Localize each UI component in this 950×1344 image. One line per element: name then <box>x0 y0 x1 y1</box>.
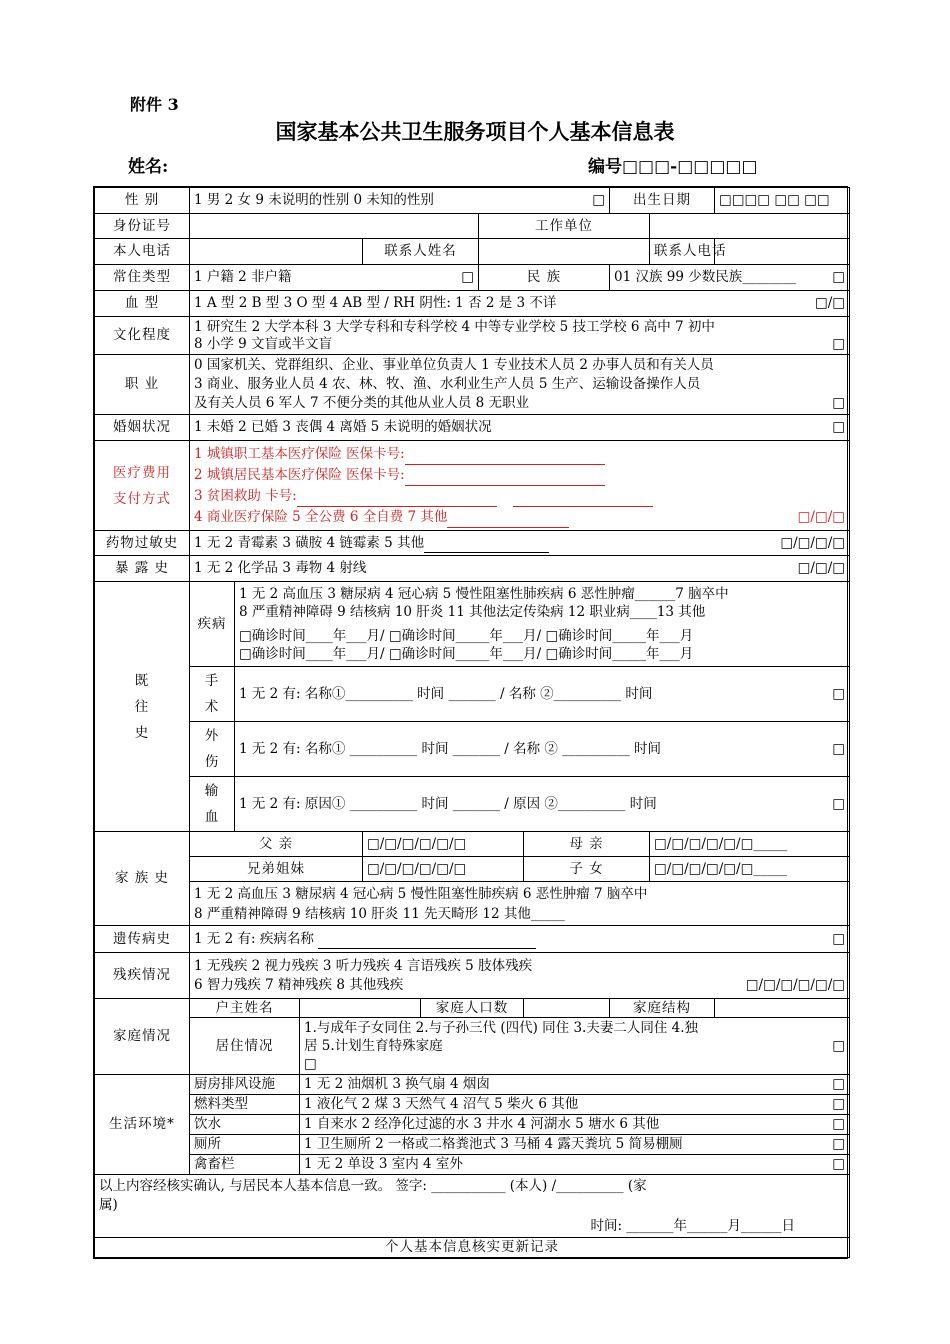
transfusion-options[interactable]: 1 无 2 有: 原因① __________ 时间 _______ / 原因 ②__________ 时间 □ <box>235 777 850 832</box>
allergy-options[interactable]: 1 无 2 青霉素 3 磺胺 4 链霉素 5 其他 □/□/□/□ <box>190 531 850 556</box>
residence-label: 常住类型 <box>95 265 190 291</box>
form-title: 国家基本公共卫生服务项目个人基本信息表 <box>275 119 675 144</box>
exposure-options[interactable]: 1 无 2 化学品 3 毒物 4 射线 □/□/□ <box>190 556 850 582</box>
row-family-siblings <box>95 857 850 882</box>
row-family-options <box>95 882 850 926</box>
blood-options[interactable]: 1 A 型 2 B 型 3 O 型 4 AB 型 / RH 阴性: 1 否 2 是 3 不详 □/□ <box>190 291 850 317</box>
blood-label: 血 型 <box>95 291 190 317</box>
id-label: 身份证号 <box>95 214 190 239</box>
contact-phone-field[interactable] <box>715 239 850 265</box>
education-label: 文化程度 <box>95 317 190 355</box>
row-history-surgery <box>95 667 850 722</box>
environment-label: 生活环境* <box>95 1075 190 1175</box>
household-count-field[interactable] <box>524 999 610 1018</box>
exposure-label: 暴 露 史 <box>95 556 190 582</box>
row-env-1 <box>95 1095 850 1115</box>
row-env-0 <box>95 1075 850 1095</box>
father-label: 父 亲 <box>190 832 363 857</box>
education-options[interactable]: 1 研究生 2 大学本科 3 大学专科和专科学校 4 中等专业学校 5 技工学校 6 高中 7 初中 8 小学 9 文盲或半文盲 □ <box>190 317 850 355</box>
row-disability <box>95 953 850 999</box>
row-id <box>95 214 850 239</box>
genetic-label: 遗传病史 <box>95 926 190 953</box>
family-label: 家 族 史 <box>95 832 190 926</box>
row-history-injury <box>95 722 850 777</box>
env-item-name: 禽畜栏 <box>190 1155 300 1175</box>
job-label: 职 业 <box>95 355 190 415</box>
disability-label: 残疾情况 <box>95 953 190 999</box>
row-job <box>95 355 850 415</box>
family-options[interactable]: 1 无 2 高血压 3 糖尿病 4 冠心病 5 慢性阻塞性肺疾病 6 恶性肿瘤 7 脑卒中 8 严重精神障碍 9 结核病 10 肝炎 11 先天畸形 12 其他_____ <box>190 882 850 926</box>
row-record <box>95 1238 850 1258</box>
env-item-name: 厕所 <box>190 1135 300 1155</box>
env-item-name: 燃料类型 <box>190 1095 300 1115</box>
dob-boxes[interactable]: □□□□ □□ □□ <box>715 188 850 214</box>
phone-field[interactable] <box>190 239 363 265</box>
gender-options[interactable]: 1 男 2 女 9 未说明的性别 0 未知的性别 □ <box>190 188 610 214</box>
surgery-label: 手 术 <box>190 667 235 722</box>
living-label: 居住情况 <box>190 1018 300 1075</box>
father-boxes[interactable]: □/□/□/□/□/□ <box>363 832 524 857</box>
payment-options[interactable]: 1 城镇职工基本医疗保险 医保卡号: 2 城镇居民基本医疗保险 医保卡号: 3 贫困救助 卡号: 4 商业医疗保险 5 全公费 6 全自费 7 其他 □/□/□ <box>190 441 850 531</box>
ethnic-options[interactable]: 01 汉族 99 少数民族________ □ <box>610 265 850 291</box>
row-env-2 <box>95 1115 850 1135</box>
env-item-name: 饮水 <box>190 1115 300 1135</box>
attachment-label: 附件 3 <box>130 95 179 114</box>
child-label: 子 女 <box>524 857 650 882</box>
mother-label: 母 亲 <box>524 832 650 857</box>
work-field[interactable] <box>650 214 850 239</box>
row-gender <box>95 188 850 214</box>
contact-name-label: 联系人姓名 <box>363 239 479 265</box>
info-table <box>94 187 850 1258</box>
household-structure-field[interactable] <box>715 999 850 1018</box>
household-structure-label: 家庭结构 <box>610 999 715 1018</box>
gender-label: 性 别 <box>95 188 190 214</box>
row-allergy <box>95 531 850 556</box>
injury-options[interactable]: 1 无 2 有: 名称① __________ 时间 _______ / 名称 ② __________ 时间 □ <box>235 722 850 777</box>
env-item-options[interactable]: 1 自来水 2 经净化过滤的水 3 井水 4 河湖水 5 塘水 6 其他 □ <box>300 1115 850 1135</box>
living-options[interactable]: 1.与成年子女同住 2.与子孙三代 (四代) 同住 3.夫妻二人同住 4.独 居 5.计划生育特殊家庭 □ □ <box>300 1018 850 1075</box>
disease-options[interactable]: 1 无 2 高血压 3 糖尿病 4 冠心病 5 慢性阻塞性肺疾病 6 恶性肿瘤______7 脑卒中 8 严重精神障碍 9 结核病 10 肝炎 11 其他法定传染病 12 职业病____13 其他 □确诊时间____年___月/ □确诊时间_____年___月/ □确诊时间_____年___月 □确诊时间____年___月/ □确诊时间_____年___月/ □确诊时间_____年___月 <box>235 582 850 667</box>
work-label: 工作单位 <box>479 214 650 239</box>
row-genetic <box>95 926 850 953</box>
sibling-boxes[interactable]: □/□/□/□/□/□ <box>363 857 524 882</box>
row-env-4 <box>95 1155 850 1175</box>
mother-boxes[interactable]: □/□/□/□/□/□_____ <box>650 832 850 857</box>
contact-name-field[interactable] <box>479 239 650 265</box>
household-head-field[interactable] <box>300 999 421 1018</box>
row-education <box>95 317 850 355</box>
ethnic-label: 民 族 <box>479 265 610 291</box>
row-household-living <box>95 1018 850 1075</box>
household-count-label: 家庭人口数 <box>421 999 524 1018</box>
record-label: 个人基本信息核实更新记录 <box>95 1238 850 1258</box>
row-phone <box>95 239 850 265</box>
row-residence <box>95 265 850 291</box>
row-family-parents <box>95 832 850 857</box>
phone-label: 本人电话 <box>95 239 190 265</box>
payment-label: 医疗费用 支付方式 <box>95 441 190 531</box>
child-boxes[interactable]: □/□/□/□/□/□_____ <box>650 857 850 882</box>
row-history-transfusion <box>95 777 850 832</box>
confirm-text[interactable]: 以上内容经核实确认, 与居民本人基本信息一致。 签字: ___________ (本人) /__________ (家 属) 时间: _______年______月______日 <box>95 1175 850 1238</box>
id-field[interactable] <box>190 214 479 239</box>
row-history-disease <box>95 582 850 667</box>
household-head-label: 户主姓名 <box>190 999 300 1018</box>
code-label: 编号□□□-□□□□□ <box>588 157 758 177</box>
row-confirm <box>95 1175 850 1238</box>
job-options[interactable]: 0 国家机关、党群组织、企业、事业单位负责人 1 专业技术人员 2 办事人员和有关人员 3 商业、服务业人员 4 农、林、牧、渔、水利业生产人员 5 生产、运输设备操作人员 及有关人员 6 军人 7 不便分类的其他从业人员 8 无职业 □ <box>190 355 850 415</box>
marriage-options[interactable]: 1 未婚 2 已婚 3 丧偶 4 离婚 5 未说明的婚姻状况 □ <box>190 415 850 441</box>
row-env-3 <box>95 1135 850 1155</box>
env-item-options[interactable]: 1 无 2 单设 3 室内 4 室外 □ <box>300 1155 850 1175</box>
row-payment <box>95 441 850 531</box>
injury-label: 外 伤 <box>190 722 235 777</box>
env-item-options[interactable]: 1 无 2 油烟机 3 换气扇 4 烟囱 □ <box>300 1075 850 1095</box>
dob-label: 出生日期 <box>610 188 715 214</box>
allergy-label: 药物过敏史 <box>95 531 190 556</box>
transfusion-label: 输 血 <box>190 777 235 832</box>
row-household-head <box>95 999 850 1018</box>
env-item-options[interactable]: 1 液化气 2 煤 3 天然气 4 沼气 5 柴火 6 其他 □ <box>300 1095 850 1115</box>
env-item-options[interactable]: 1 卫生厕所 2 一格或二格粪池式 3 马桶 4 露天粪坑 5 简易棚厕 □ <box>300 1135 850 1155</box>
marriage-label: 婚姻状况 <box>95 415 190 441</box>
household-label: 家庭情况 <box>95 999 190 1075</box>
sibling-label: 兄弟姐妹 <box>190 857 363 882</box>
row-blood <box>95 291 850 317</box>
genetic-options[interactable]: 1 无 2 有: 疾病名称 □ <box>190 926 850 953</box>
info-form <box>93 186 848 1259</box>
row-marriage <box>95 415 850 441</box>
disease-label: 疾病 <box>190 582 235 667</box>
name-label: 姓名: <box>128 157 169 177</box>
history-label: 既 往 史 <box>95 582 190 832</box>
row-exposure <box>95 556 850 582</box>
residence-options[interactable]: 1 户籍 2 非户籍 □ <box>190 265 479 291</box>
disability-options[interactable]: 1 无残疾 2 视力残疾 3 听力残疾 4 言语残疾 5 肢体残疾 6 智力残疾 7 精神残疾 8 其他残疾 □/□/□/□/□/□ <box>190 953 850 999</box>
surgery-options[interactable]: 1 无 2 有: 名称①__________ 时间 _______ / 名称 ②__________ 时间 □ <box>235 667 850 722</box>
env-item-name: 厨房排风设施 <box>190 1075 300 1095</box>
contact-phone-label: 联系人电话 <box>650 239 715 265</box>
